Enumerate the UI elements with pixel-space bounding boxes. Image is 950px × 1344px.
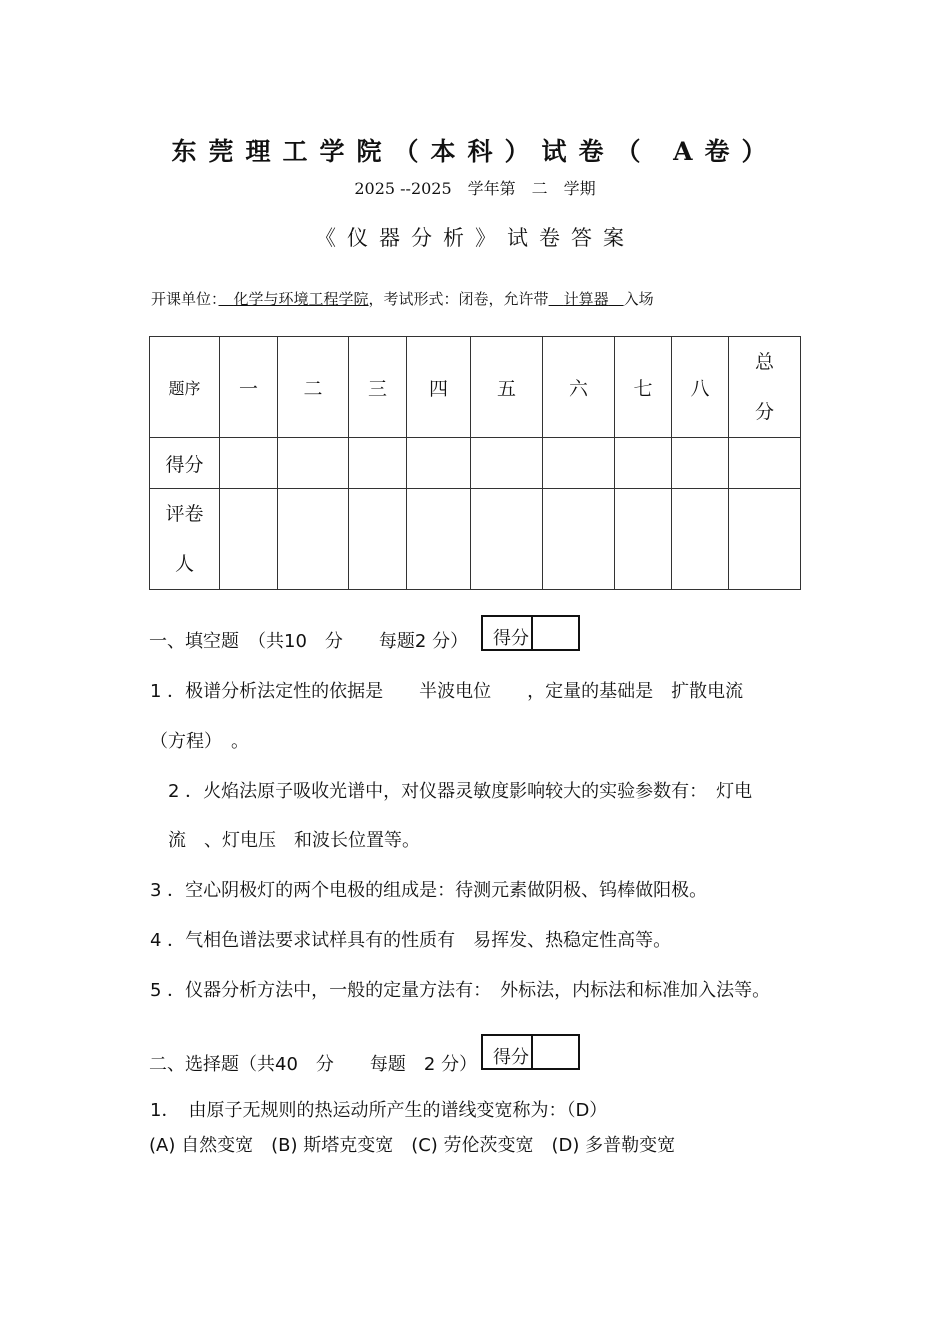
- section2-score-label: 得分: [493, 1047, 529, 1068]
- section1-score-label: 得分: [493, 628, 529, 649]
- section1-score-box[interactable]: [481, 615, 580, 651]
- exam-form: ，考试形式：闭卷，允许带: [368, 290, 549, 308]
- question-col-2: 二: [278, 337, 349, 438]
- question-col-8: 八: [672, 337, 729, 438]
- grader-cell[interactable]: [471, 489, 543, 590]
- grader-cell[interactable]: [615, 489, 672, 590]
- score-box-divider: [531, 1036, 533, 1068]
- grader-row-label: 评卷 人: [150, 489, 220, 590]
- score-table: [149, 336, 801, 590]
- score-cell[interactable]: [615, 438, 672, 489]
- total-col: 总 分: [729, 337, 801, 438]
- question-col-5: 五: [471, 337, 543, 438]
- section1-heading: 一、填空题 （共10 分 每题2 分）: [149, 631, 469, 652]
- q1-line2: （方程） 。: [150, 731, 249, 752]
- q3: 3 ．空心阴极灯的两个电极的组成是：待测元素做阴极、钨棒做阳极。: [150, 880, 708, 901]
- term-line: 2025 --2025 学年第 二 学期: [354, 179, 596, 198]
- section2-heading: 二、选择题（共40 分 每题 2 分）: [149, 1054, 478, 1075]
- q2-line1: 2 ．火焰法原子吸收光谱中，对仪器灵敏度影响较大的实验参数有： 灯电: [168, 781, 753, 802]
- score-cell[interactable]: [407, 438, 471, 489]
- unit-label: 开课单位：: [151, 290, 219, 308]
- paper-subtitle: 《仪器分析》试卷答案: [315, 226, 635, 250]
- grader-cell[interactable]: [220, 489, 278, 590]
- score-row-label: 得分: [150, 438, 220, 489]
- score-cell[interactable]: [471, 438, 543, 489]
- score-cell[interactable]: [672, 438, 729, 489]
- score-cell[interactable]: [278, 438, 349, 489]
- grader-cell[interactable]: [672, 489, 729, 590]
- question-col-4: 四: [407, 337, 471, 438]
- row-header-cell: 题序: [150, 337, 220, 438]
- question-col-3: 三: [349, 337, 407, 438]
- q2-line2: 流 、灯电压 和波长位置等。: [168, 830, 420, 851]
- unit-value: 化学与环境工程学院: [233, 290, 369, 308]
- choice-q1-options: (A) 自然变宽 (B) 斯塔克变宽 (C) 劳伦茨变宽 (D) 多普勒变宽: [149, 1135, 676, 1156]
- grader-cell[interactable]: [349, 489, 407, 590]
- question-col-7: 七: [615, 337, 672, 438]
- q5: 5 ．仪器分析方法中，一般的定量方法有： 外标法，内标法和标准加入法等。: [150, 980, 771, 1001]
- q1-line1: 1 ．极谱分析法定性的依据是 半波电位 ，定量的基础是 扩散电流: [150, 681, 744, 702]
- info-suffix: 入场: [623, 290, 654, 308]
- choice-q1: 1． 由原子无规则的热运动所产生的谱线变宽称为：（D）: [150, 1100, 608, 1121]
- grader-cell[interactable]: [407, 489, 471, 590]
- exam-info-line: [151, 288, 654, 309]
- score-box-divider: [531, 617, 533, 649]
- exam-title: 东莞理工学院（本科）试卷（ A卷）: [171, 137, 779, 166]
- allowed-items: 计算器: [563, 290, 609, 308]
- score-cell[interactable]: [543, 438, 615, 489]
- question-col-6: 六: [543, 337, 615, 438]
- grader-cell[interactable]: [543, 489, 615, 590]
- score-cell[interactable]: [729, 438, 801, 489]
- q4: 4 ．气相色谱法要求试样具有的性质有 易挥发、热稳定性高等。: [150, 930, 672, 951]
- question-col-1: 一: [220, 337, 278, 438]
- grader-cell[interactable]: [729, 489, 801, 590]
- score-cell[interactable]: [220, 438, 278, 489]
- score-cell[interactable]: [349, 438, 407, 489]
- section2-score-box[interactable]: [481, 1034, 580, 1070]
- grader-cell[interactable]: [278, 489, 349, 590]
